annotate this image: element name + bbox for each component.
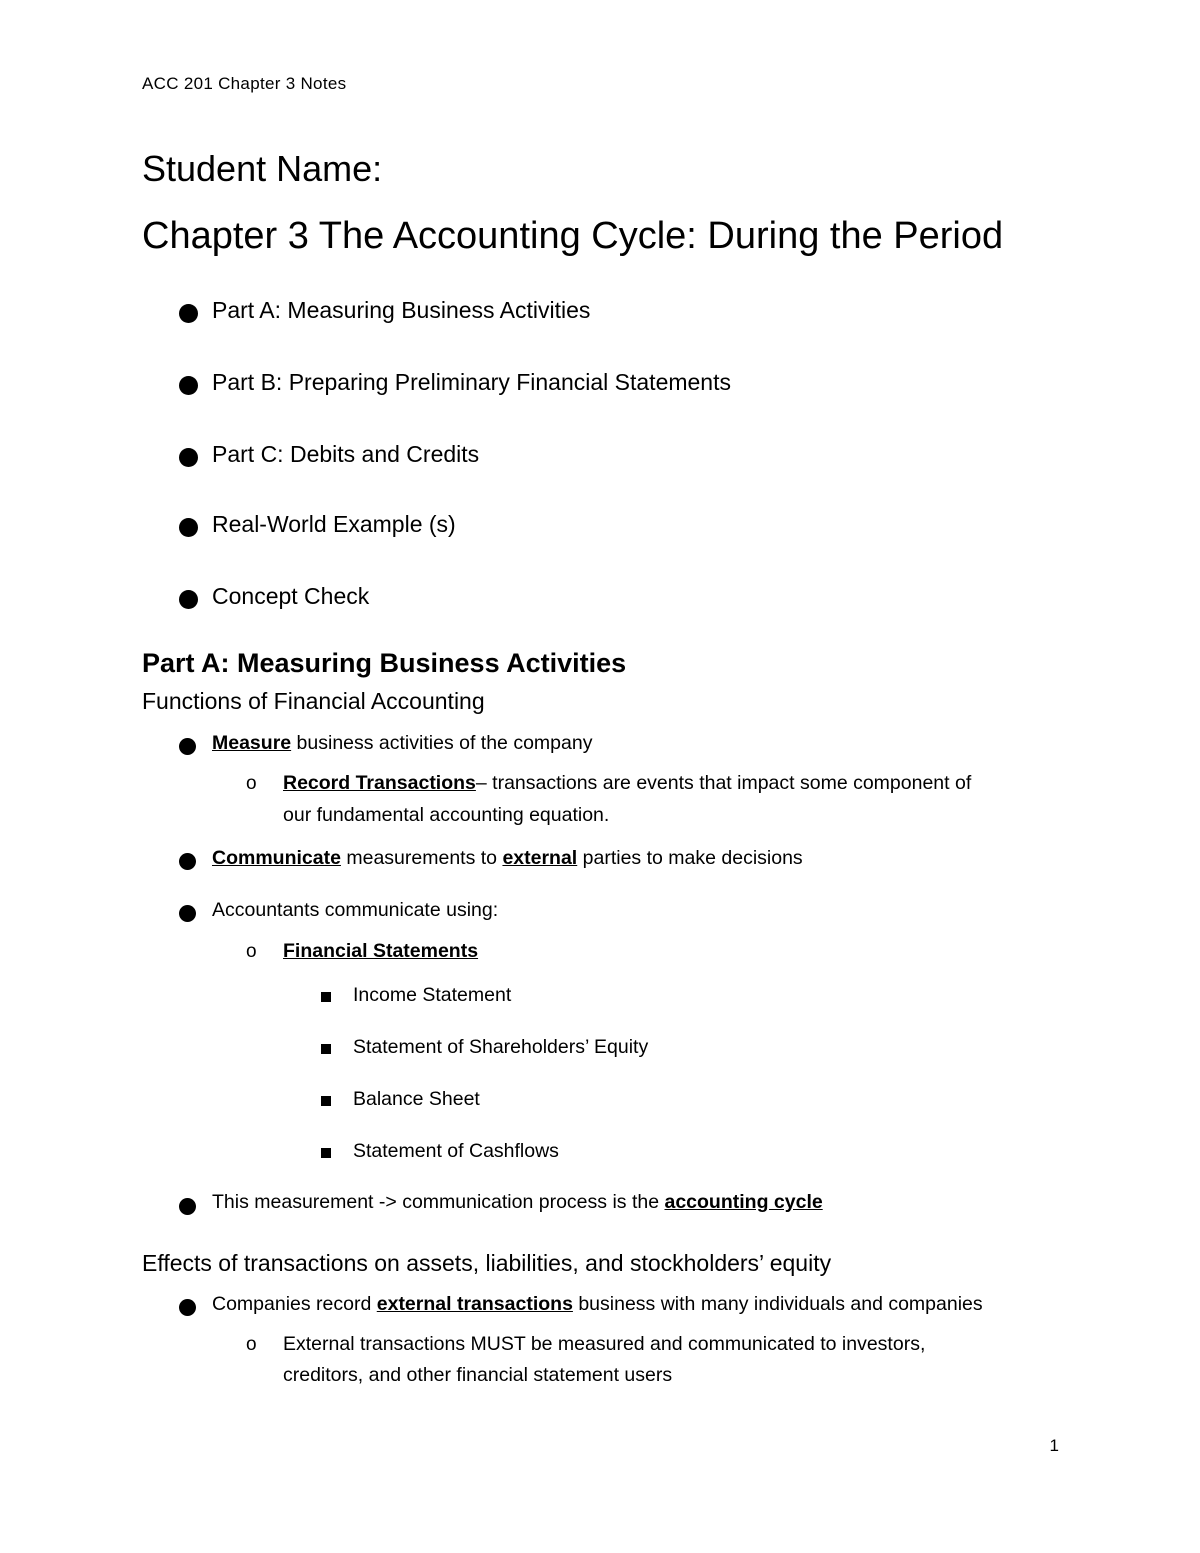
- subheading-effects: Effects of transactions on assets, liabilities, and stockholders’ equity: [142, 1250, 832, 1276]
- circle-bullet-icon: o: [246, 1334, 257, 1355]
- page-header: ACC 201 Chapter 3 Notes: [142, 74, 347, 93]
- sub-bullet-external-line2: creditors, and other financial statement users: [283, 1364, 673, 1386]
- bullet-icon: [179, 518, 198, 537]
- circle-bullet-icon: o: [246, 941, 257, 962]
- bullet-companies-record: [212, 1293, 983, 1316]
- bullet-text: Companies record: [212, 1293, 377, 1315]
- bullet-icon: [179, 304, 198, 323]
- student-name-label: Student Name:: [142, 148, 383, 189]
- statement-item: Income Statement: [353, 984, 512, 1006]
- emphasis-external: external: [502, 847, 578, 869]
- bullet-text: This measurement -> communication process is the: [212, 1191, 665, 1213]
- section-heading-part-a: Part A: Measuring Business Activities: [142, 648, 627, 678]
- sub-bullet-record-transactions: [283, 772, 971, 795]
- toc-item: Real-World Example (s): [212, 511, 456, 537]
- bullet-text: measurements to: [340, 847, 503, 869]
- sub-bullet-continuation: our fundamental accounting equation.: [283, 804, 610, 826]
- toc-item: Part C: Debits and Credits: [212, 441, 480, 467]
- toc-item: Part B: Preparing Preliminary Financial Statements: [212, 369, 731, 395]
- square-bullet-icon: [321, 1148, 331, 1158]
- emphasis-measure: Measure: [212, 732, 292, 754]
- bullet-icon: [179, 376, 198, 395]
- bullet-icon: [179, 1198, 196, 1215]
- circle-bullet-icon: o: [246, 773, 257, 794]
- square-bullet-icon: [321, 1096, 331, 1106]
- page-title: Chapter 3 The Accounting Cycle: During the Period: [142, 215, 1004, 257]
- square-bullet-icon: [321, 1044, 331, 1054]
- bullet-text: business activities of the company: [291, 732, 593, 754]
- bullet-communicate: [212, 847, 803, 870]
- emphasis-external-transactions: external transactions: [376, 1293, 573, 1315]
- page-number: 1: [1049, 1436, 1059, 1455]
- bullet-text: – transactions are events that impact some component of: [475, 772, 972, 794]
- bullet-accountants: Accountants communicate using:: [212, 899, 499, 921]
- subheading-functions: Functions of Financial Accounting: [142, 688, 485, 714]
- statement-item: Statement of Shareholders’ Equity: [353, 1036, 649, 1058]
- sub-bullet-external-line1: External transactions MUST be measured and communicated to investors,: [283, 1333, 926, 1355]
- statement-item: Statement of Cashflows: [353, 1140, 559, 1162]
- bullet-text: business with many individuals and companies: [572, 1293, 983, 1315]
- emphasis-record-transactions: Record Transactions: [283, 772, 476, 794]
- bullet-icon: [179, 590, 198, 609]
- emphasis-communicate: Communicate: [212, 847, 341, 869]
- bullet-text: parties to make decisions: [577, 847, 803, 869]
- toc-item: Concept Check: [212, 583, 370, 609]
- bullet-accounting-cycle: [212, 1191, 823, 1214]
- toc-item: Part A: Measuring Business Activities: [212, 297, 591, 323]
- statement-item: Balance Sheet: [353, 1088, 480, 1110]
- bullet-icon: [179, 1299, 196, 1316]
- square-bullet-icon: [321, 992, 331, 1002]
- emphasis-accounting-cycle: accounting cycle: [664, 1191, 823, 1213]
- bullet-icon: [179, 905, 196, 922]
- sub-bullet-financial-statements: Financial Statements: [283, 940, 479, 962]
- bullet-icon: [179, 448, 198, 467]
- bullet-icon: [179, 853, 196, 870]
- bullet-measure: [212, 732, 592, 755]
- bullet-icon: [179, 738, 196, 755]
